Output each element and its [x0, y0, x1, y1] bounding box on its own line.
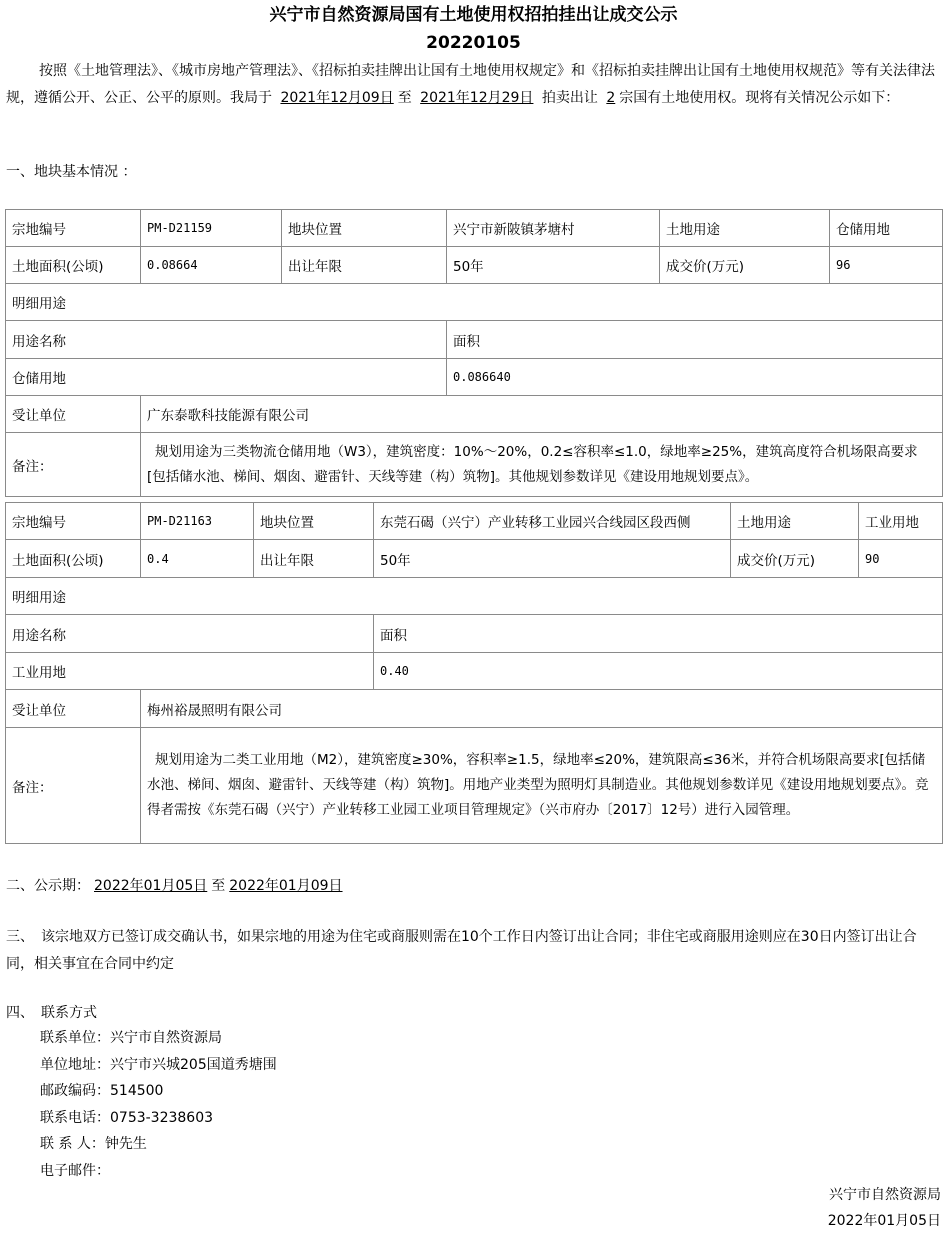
- parcel-table-2: [5, 502, 943, 844]
- intro-text-before: 按照《土地管理法》、《城市房地产管理法》、《招标拍卖挂牌出让国有土地使用权规定》和《招标拍卖挂牌出让国有土地使用权规范》等有关法律法规，遵循公开、公正、公平的原则。我局于: [6, 63, 935, 106]
- term-value: 50年: [374, 540, 731, 578]
- parcel-table-1: [5, 209, 943, 497]
- contact-postcode: 邮政编码：514500: [40, 1083, 164, 1099]
- table-row: [6, 247, 943, 284]
- grantee-value: 梅州裕晟照明有限公司: [141, 690, 943, 728]
- intro-text-after: 宗国有土地使用权。现将有关情况公示如下：: [619, 90, 900, 106]
- table-row: [6, 284, 943, 321]
- table-row: [6, 359, 943, 396]
- label-term: 出让年限: [282, 247, 447, 284]
- area-value: 0.4: [141, 540, 254, 578]
- contact-org: 联系单位：兴宁市自然资源局: [40, 1030, 222, 1046]
- detail-use-name-value: 仓储用地: [6, 359, 447, 396]
- section-2: [6, 873, 940, 900]
- location-value: 兴宁市新陂镇茅塘村: [447, 210, 660, 247]
- section-4-title: 四、 联系方式: [6, 1005, 97, 1021]
- location-value: 东莞石碣（兴宁）产业转移工业园兴合线园区段西侧: [374, 503, 731, 540]
- price-value: 90: [859, 540, 943, 578]
- contact-email: 电子邮件：: [40, 1162, 110, 1179]
- remark-value: 规划用途为三类物流仓储用地（W3），建筑密度：10%～20%，0.2≤容积率≤1.0，绿地率≥25%，建筑高度符合机场限高要求[包括储水池、梯间、烟囱、避雷针、天线等建（构）筑物]。其他规划参数详见《建设用地规划要点》。: [141, 433, 943, 497]
- label-area: 土地面积(公顷): [6, 540, 141, 578]
- page-title: 兴宁市自然资源局国有土地使用权招拍挂出让成交公示: [269, 5, 678, 25]
- label-use-name: 用途名称: [6, 615, 374, 653]
- table-row: [6, 433, 943, 497]
- table-row: [6, 653, 943, 690]
- label-grantee: 受让单位: [6, 396, 141, 433]
- label-detail-use: 明细用途: [6, 284, 943, 321]
- section-1-title: 一、地块基本情况 ：: [6, 164, 137, 180]
- table-row: [6, 321, 943, 359]
- label-location: 地块位置: [254, 503, 374, 540]
- signature-date: 2022年01月05日: [827, 1213, 941, 1229]
- label-term: 出让年限: [254, 540, 374, 578]
- label-area: 土地面积(公顷): [6, 247, 141, 284]
- auction-end-date: 2021年12月29日: [420, 90, 534, 106]
- intro-paragraph: [6, 58, 940, 112]
- table-row: [6, 690, 943, 728]
- contact-phone: 联系电话：0753-3238603: [40, 1109, 214, 1126]
- remark-value: 规划用途为二类工业用地（M2），建筑密度≥30%，容积率≥1.5，绿地率≤20%，建筑限高≤36米，并符合机场限高要求[包括储水池、梯间、烟囱、避雷针、天线等建（构）筑物]。用地产业类型为照明灯具制造业。其他规划参数详见《建设用地规划要点》。竞得者需按《东莞石碣（兴宁）产业转移工业园工业项目管理规定》（兴市府办〔2017〕12号）进行入园管理。: [141, 728, 943, 844]
- label-location: 地块位置: [282, 210, 447, 247]
- auction-start-date: 2021年12月09日: [280, 90, 394, 106]
- contact-list: [40, 1025, 277, 1184]
- table-row: [6, 210, 943, 247]
- parcel-count: 2: [606, 90, 616, 106]
- table-row: [6, 396, 943, 433]
- label-price: 成交价(万元): [731, 540, 859, 578]
- section-2-label: 二、公示期：: [6, 878, 90, 894]
- section-2-to: 至: [211, 878, 226, 894]
- document-number: 20220105: [426, 33, 521, 53]
- publicity-start-date: 2022年01月05日: [94, 878, 208, 894]
- label-detail-use: 明细用途: [6, 578, 943, 615]
- contact-person: 联 系 人：钟先生: [40, 1136, 147, 1152]
- grantee-value: 广东泰歌科技能源有限公司: [141, 396, 943, 433]
- section-3: 三、 该宗地双方已签订成交确认书，如果宗地的用途为住宅或商服则需在10个工作日内签订出让合同；非住宅或商服用途则应在30日内签订出让合同，相关事宜在合同中约定: [6, 929, 917, 972]
- label-use-area: 面积: [447, 321, 943, 359]
- parcel-no-value: PM-D21159: [141, 210, 282, 247]
- label-land-use: 土地用途: [660, 210, 830, 247]
- table-row: [6, 578, 943, 615]
- contact-address: 单位地址：兴宁市兴城205国道秀塘围: [40, 1056, 277, 1073]
- signature-org: 兴宁市自然资源局: [829, 1187, 941, 1203]
- table-row: [6, 540, 943, 578]
- area-value: 0.08664: [141, 247, 282, 284]
- label-grantee: 受让单位: [6, 690, 141, 728]
- land-use-value: 仓储用地: [830, 210, 943, 247]
- label-use-name: 用途名称: [6, 321, 447, 359]
- detail-use-name-value: 工业用地: [6, 653, 374, 690]
- term-value: 50年: [447, 247, 660, 284]
- label-remark: 备注：: [6, 433, 141, 497]
- intro-text-mid: 拍卖出让: [541, 90, 598, 106]
- label-price: 成交价(万元): [660, 247, 830, 284]
- label-use-area: 面积: [374, 615, 943, 653]
- label-remark: 备注：: [6, 728, 141, 844]
- land-use-value: 工业用地: [859, 503, 943, 540]
- detail-use-area-value: 0.086640: [447, 359, 943, 396]
- detail-use-area-value: 0.40: [374, 653, 943, 690]
- table-row: [6, 728, 943, 844]
- label-parcel-no: 宗地编号: [6, 503, 141, 540]
- table-row: [6, 615, 943, 653]
- label-parcel-no: 宗地编号: [6, 210, 141, 247]
- label-land-use: 土地用途: [731, 503, 859, 540]
- table-row: [6, 503, 943, 540]
- publicity-end-date: 2022年01月09日: [229, 878, 343, 894]
- parcel-no-value: PM-D21163: [141, 503, 254, 540]
- intro-to: 至: [397, 90, 412, 106]
- price-value: 96: [830, 247, 943, 284]
